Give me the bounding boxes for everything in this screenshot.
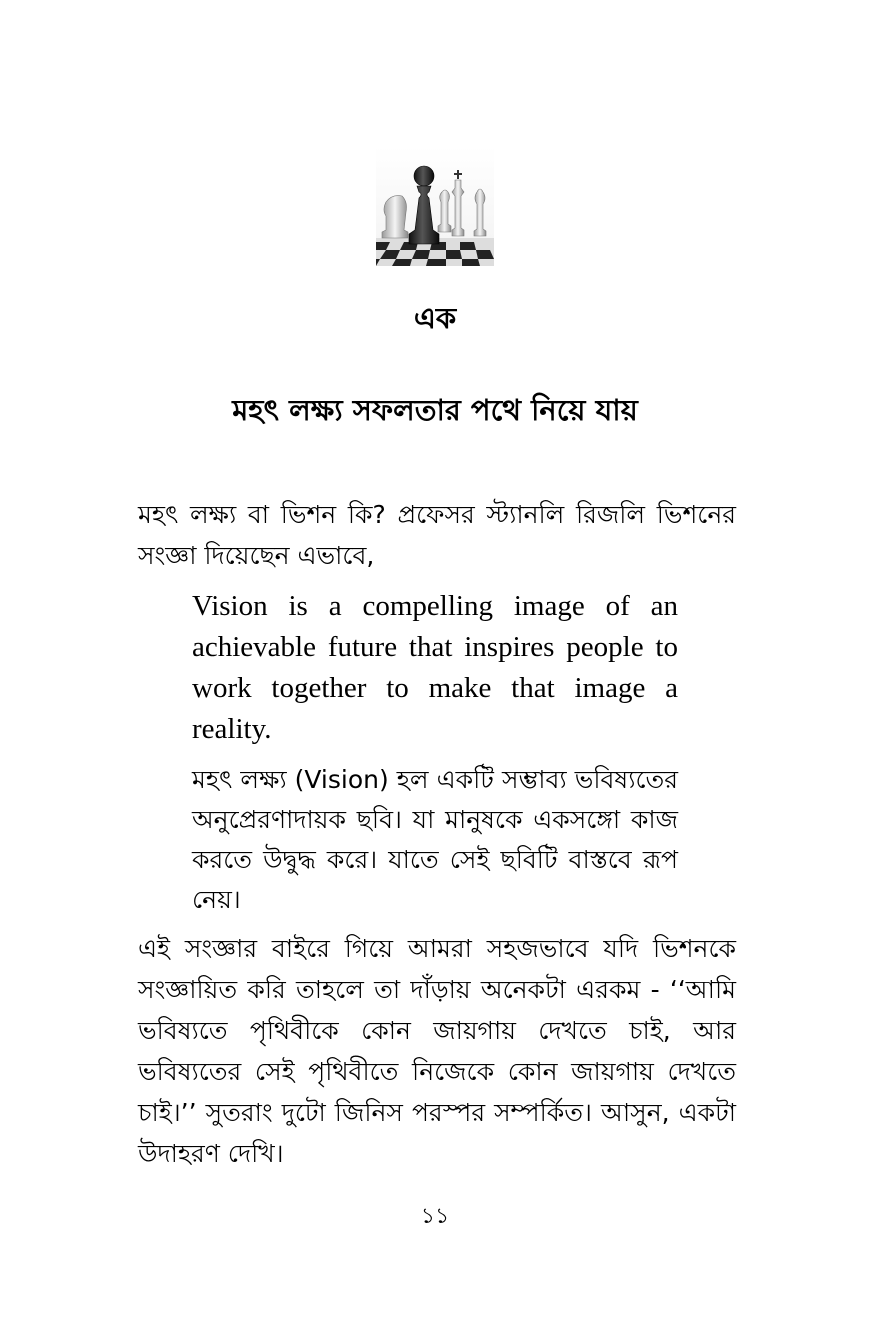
body-paragraph-2: এই সংজ্ঞার বাইরে গিয়ে আমরা সহজভাবে যদি ভিশনকে সংজ্ঞায়িত করি তাহলে তা দাঁড়ায় অনেকটা এরকম - ‘‘আমি ভবিষ্যতে পৃথিবীকে কোন জায়গায় দেখতে চাই, আর ভবিষ্যতের সেই পৃথিবীতে নিজেকে কোন জায়গায় দেখতে চাই।’’ সুতরাং দুটো জিনিস পরস্পর সম্পর্কিত। আসুন, একটা উদাহরণ দেখি।: [138, 934, 736, 1168]
body-paragraph-1: মহৎ লক্ষ্য বা ভিশন কি? প্রফেসর স্ট্যানলি রিজলি ভিশনের সংজ্ঞা দিয়েছেন এভাবে,: [138, 500, 736, 570]
chapter-title: মহৎ লক্ষ্য সফলতার পথে নিয়ে যায়: [232, 393, 638, 427]
chess-pieces-icon: [376, 146, 494, 266]
quote-bengali: মহৎ লক্ষ্য (Vision) হল একটি সম্ভাব্য ভবিষ্যতের অনুপ্রেরণাদায়ক ছবি। যা মানুষকে একসঙ্গো কাজ করতে উদ্বুদ্ধ করে। যাতে সেই ছবিটি বাস্তবে রূপ নেয়।: [192, 765, 678, 914]
page-number: ১১: [420, 1204, 450, 1229]
quote-english: Vision is a compelling image of an achievable future that inspires people to work together to make that image a reality.: [192, 590, 678, 745]
chapter-number: এক: [413, 301, 457, 335]
